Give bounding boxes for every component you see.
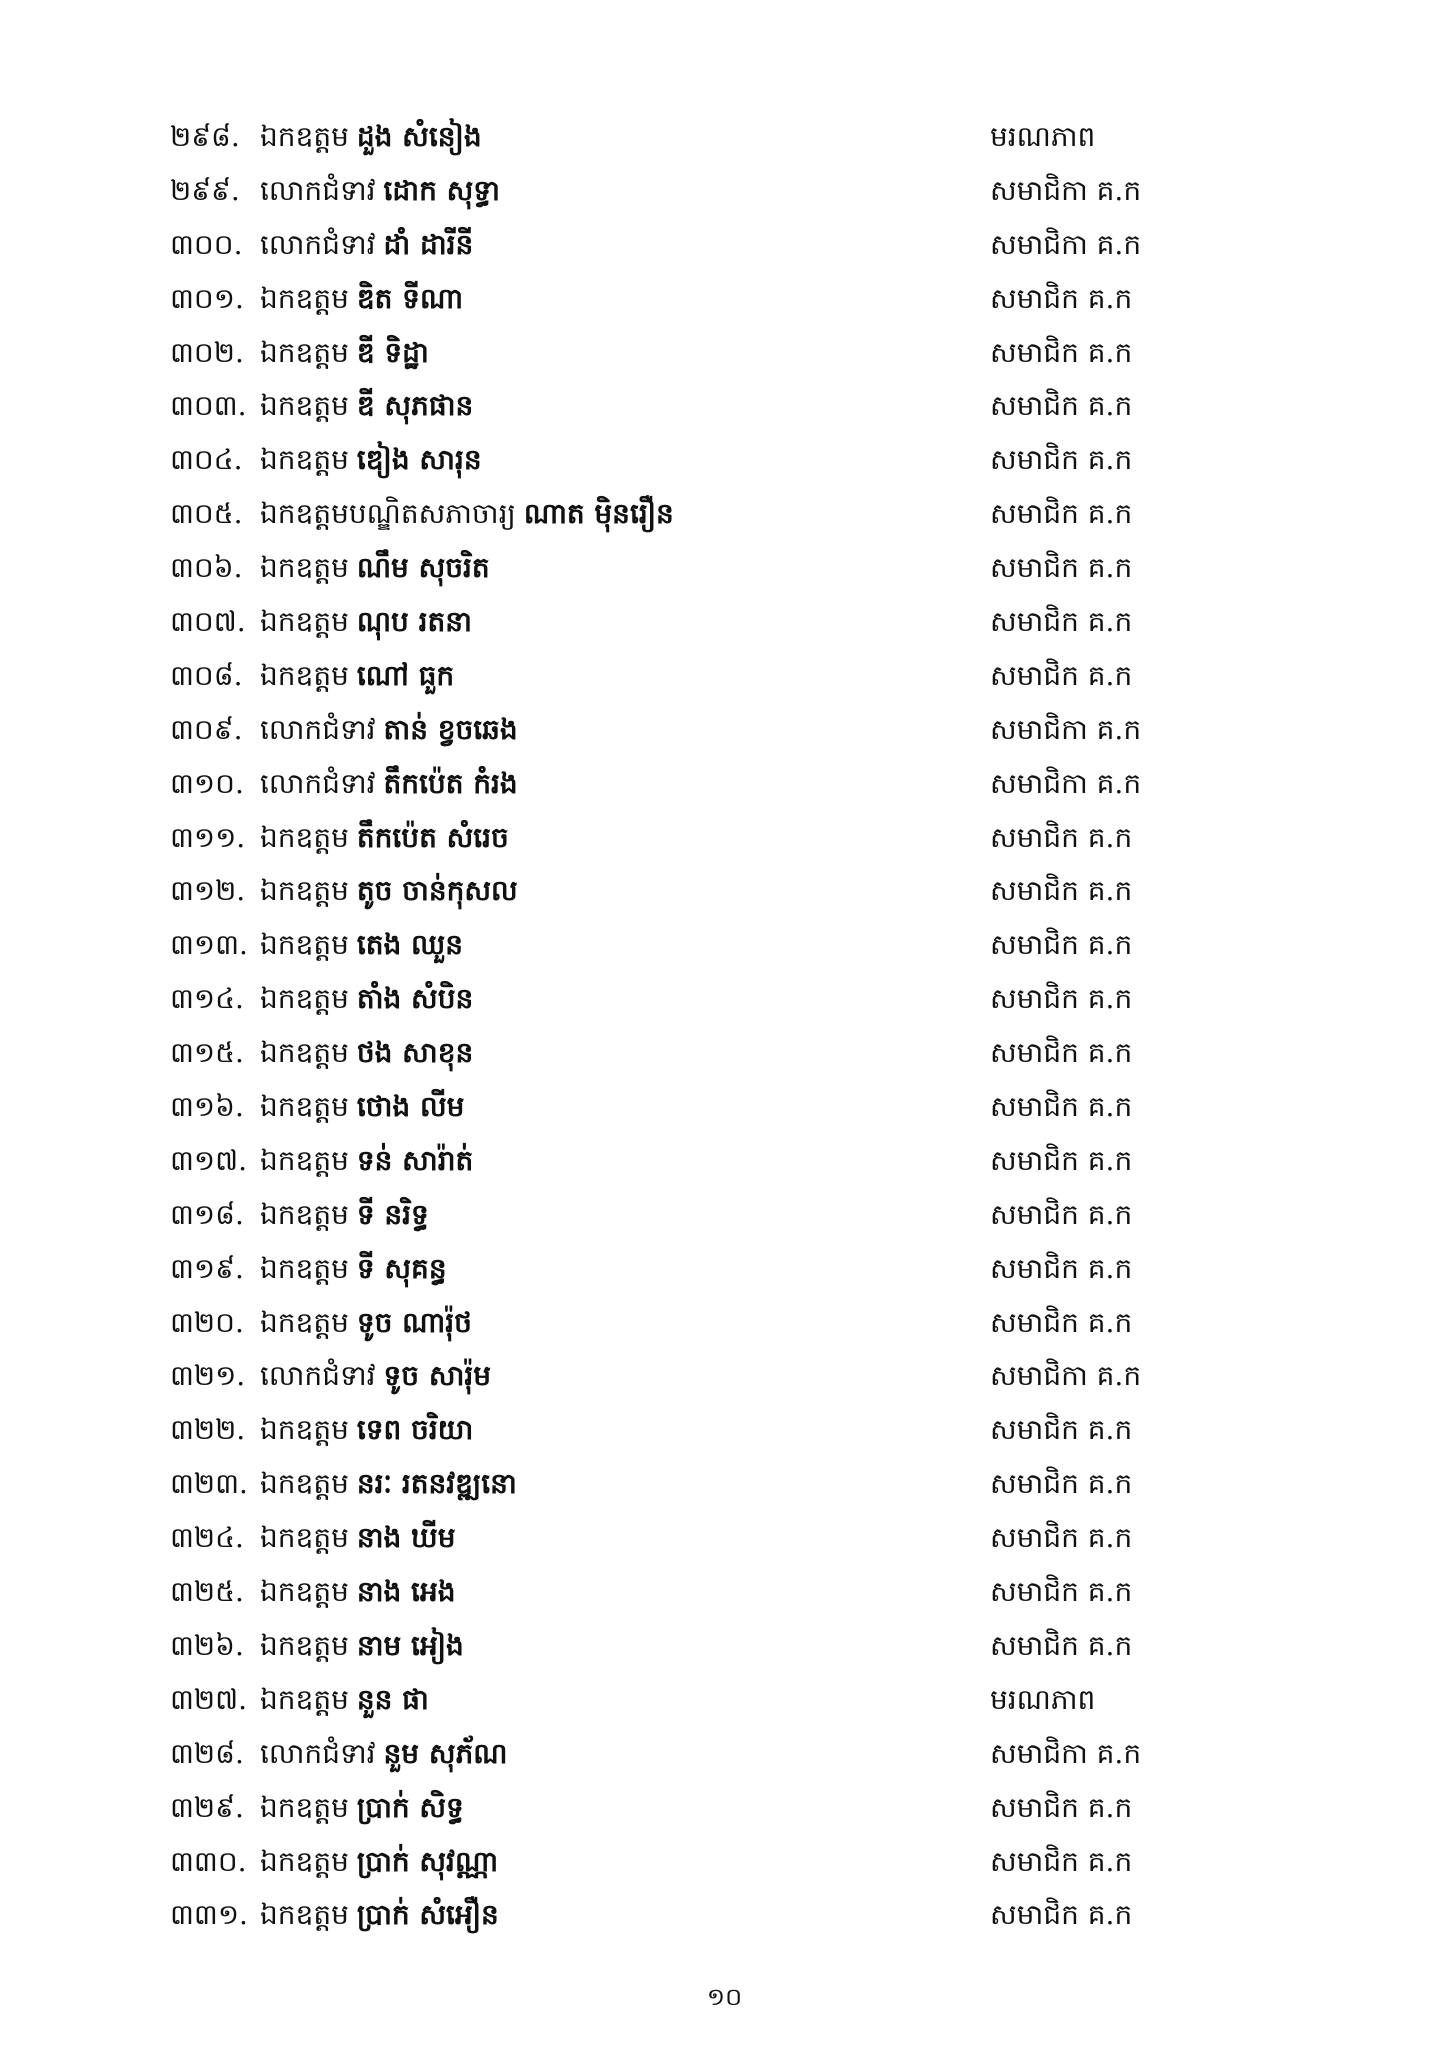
entry-status: សមាជិក គ.ក: [990, 1305, 1133, 1339]
list-item: [170, 1835, 1170, 1889]
entry-title-and-name: [260, 110, 482, 164]
entry-name: ប្រាក់ សំអឿន: [356, 1898, 499, 1932]
entry-name: នាង អេង: [356, 1575, 456, 1609]
list-item: [170, 1080, 1170, 1134]
entry-honorific: ឯកឧត្តមបណ្ឌិតសភាចារ្យ: [260, 497, 516, 531]
list-item: [170, 864, 1170, 918]
entry-title-and-name: [260, 864, 518, 918]
list-item: [170, 1296, 1170, 1350]
entry-honorific: ឯកឧត្តម: [260, 1143, 349, 1177]
entry-number: ៣០៣.: [170, 389, 247, 423]
entry-title-and-name: [260, 703, 518, 757]
entry-status: សមាជិក គ.ក: [990, 1467, 1133, 1501]
entry-honorific: ឯកឧត្តម: [260, 658, 349, 692]
list-item: [170, 757, 1170, 811]
entry-number: ៣០៥.: [170, 497, 243, 531]
entry-name: តឹកប៉េត កំរង: [383, 766, 518, 800]
list-item: [170, 1403, 1170, 1457]
entry-status: សមាជិក គ.ក: [990, 1521, 1133, 1555]
entry-status: សមាជិក គ.ក: [990, 1036, 1133, 1070]
entry-honorific: ឯកឧត្តម: [260, 820, 349, 854]
list-item: [170, 1457, 1170, 1511]
entry-title-and-name: [260, 433, 482, 487]
entry-number: ៣០៨.: [170, 658, 243, 692]
entry-status: សមាជិក គ.ក: [990, 820, 1133, 854]
entry-honorific: ឯកឧត្តម: [260, 1305, 349, 1339]
entry-title-and-name: [260, 1888, 499, 1942]
entry-title-and-name: [260, 649, 454, 703]
entry-status: សមាជិក គ.ក: [990, 1575, 1133, 1609]
entry-honorific: ឯកឧត្តម: [260, 551, 349, 585]
entry-number: ៣០២.: [170, 335, 244, 369]
entry-title-and-name: [260, 541, 490, 595]
entry-status: សមាជិកា គ.ក: [990, 1359, 1142, 1393]
entry-title-and-name: [260, 487, 674, 541]
entry-name: ឌី ទិដ្ឋា: [356, 335, 429, 369]
entry-honorific: ឯកឧត្តម: [260, 1844, 349, 1878]
entry-title-and-name: [260, 1457, 517, 1511]
entry-status: សមាជិក គ.ក: [990, 443, 1133, 477]
entry-honorific: ឯកឧត្តម: [260, 928, 349, 962]
entry-honorific: លោកជំទាវ: [260, 766, 376, 800]
entry-title-and-name: [260, 1134, 473, 1188]
list-item: [170, 1349, 1170, 1403]
entry-name: ឌី សុភផាន: [356, 389, 474, 423]
entry-number: ៣១៧.: [170, 1143, 247, 1177]
entry-name: ដួង សំនៀង: [356, 120, 482, 153]
entry-number: ៣២០.: [170, 1305, 244, 1339]
entry-title-and-name: [260, 326, 429, 380]
entry-name: ទី នរិទ្ធ: [356, 1197, 429, 1231]
entry-number: ៣០៧.: [170, 605, 246, 639]
entry-title-and-name: [260, 1242, 447, 1296]
entry-number: ៣១៤.: [170, 982, 244, 1016]
entry-number: ២៩៩.: [170, 173, 240, 207]
entry-name: ណុប រតនា: [356, 605, 472, 639]
entry-status: សមាជិក គ.ក: [990, 1197, 1133, 1231]
entry-honorific: ឯកឧត្តម: [260, 605, 349, 639]
entry-name: ណឹម សុចរិត: [356, 551, 490, 585]
list-item: [170, 1673, 1170, 1727]
entry-status: សមាជិក គ.ក: [990, 551, 1133, 585]
entry-number: ៣១៦.: [170, 1090, 244, 1124]
entry-name: ឌៀង សារុន: [356, 443, 482, 477]
entry-status: សមាជិក គ.ក: [990, 389, 1133, 423]
entry-name: ប្រាក់ សុវណ្ណា: [356, 1844, 499, 1878]
entry-honorific: ឯកឧត្តម: [260, 443, 349, 477]
entry-title-and-name: [260, 1781, 464, 1835]
entry-status: សមាជិក គ.ក: [990, 1090, 1133, 1124]
entry-status: សមាជិក គ.ក: [990, 1898, 1133, 1932]
entry-honorific: ឯកឧត្តម: [260, 1898, 349, 1932]
entry-honorific: លោកជំទាវ: [260, 1736, 376, 1770]
entry-honorific: ឯកឧត្តម: [260, 1521, 349, 1555]
entry-name: ទេព ចរិយា: [356, 1413, 474, 1447]
entry-honorific: ឯកឧត្តម: [260, 1197, 349, 1231]
entry-title-and-name: [260, 1619, 464, 1673]
entry-number: ៣២២.: [170, 1413, 246, 1447]
entry-number: ៣៣១.: [170, 1898, 248, 1932]
entry-name: ប្រាក់ សិទ្ធ: [356, 1790, 464, 1824]
entry-number: ៣១០.: [170, 766, 244, 800]
list-item: [170, 164, 1170, 218]
list-item: [170, 918, 1170, 972]
entry-title-and-name: [260, 218, 473, 272]
entry-number: ៣០៦.: [170, 551, 243, 585]
entry-title-and-name: [260, 757, 518, 811]
entry-status: សមាជិក គ.ក: [990, 335, 1133, 369]
entry-title-and-name: [260, 1673, 429, 1727]
entry-number: ៣២៣.: [170, 1467, 248, 1501]
entry-title-and-name: [260, 811, 509, 865]
entry-title-and-name: [260, 595, 472, 649]
entry-name: ទន់ សារ៉ាត់: [356, 1143, 474, 1177]
entry-title-and-name: [260, 1080, 464, 1134]
list-item: [170, 649, 1170, 703]
entry-honorific: ឯកឧត្តម: [260, 1682, 349, 1716]
entry-name: ដាំ ដារីនី: [383, 227, 474, 261]
entry-honorific: ឯកឧត្តម: [260, 389, 349, 423]
entry-honorific: ឯកឧត្តម: [260, 1413, 349, 1447]
entry-honorific: លោកជំទាវ: [260, 1359, 376, 1393]
entry-number: ៣២៥.: [170, 1575, 244, 1609]
entry-honorific: ឯកឧត្តម: [260, 1036, 349, 1070]
entry-status: សមាជិក គ.ក: [990, 1143, 1133, 1177]
entry-status: សមាជិកា គ.ក: [990, 766, 1142, 800]
entry-status: សមាជិក គ.ក: [990, 497, 1133, 531]
entry-status: សមាជិក គ.ក: [990, 874, 1133, 908]
entry-name: ទូច សារ៉ុម: [383, 1359, 492, 1393]
list-item: [170, 272, 1170, 326]
entry-honorific: ឯកឧត្តម: [260, 1467, 349, 1501]
entry-status: សមាជិក គ.ក: [990, 1844, 1133, 1878]
list-item: [170, 595, 1170, 649]
entry-status: មរណភាព: [990, 1682, 1096, 1716]
entry-status: សមាជិក គ.ក: [990, 281, 1133, 315]
entry-number: ៣២៦.: [170, 1628, 244, 1662]
entry-status: សមាជិកា គ.ក: [990, 173, 1142, 207]
entry-status: សមាជិក គ.ក: [990, 1251, 1133, 1285]
entry-honorific: ឯកឧត្តម: [260, 1090, 349, 1124]
list-item: [170, 1134, 1170, 1188]
list-item: [170, 1026, 1170, 1080]
entry-number: ៣០១.: [170, 281, 244, 315]
entry-number: ៣១៩.: [170, 1251, 244, 1285]
list-item: [170, 811, 1170, 865]
entry-number: ៣០០.: [170, 227, 243, 261]
entry-title-and-name: [260, 1349, 491, 1403]
entry-status: មរណភាព: [990, 120, 1096, 153]
entry-name: តូច ចាន់កុសល: [356, 874, 518, 908]
entry-honorific: លោកជំទាវ: [260, 173, 376, 207]
list-item: [170, 1188, 1170, 1242]
entry-title-and-name: [260, 1835, 498, 1889]
list-item: [170, 1242, 1170, 1296]
entry-honorific: ឯកឧត្តម: [260, 874, 349, 908]
list-item: [170, 541, 1170, 595]
entry-title-and-name: [260, 918, 463, 972]
entry-honorific: ឯកឧត្តម: [260, 120, 349, 153]
list-item: [170, 1511, 1170, 1565]
list-item: [170, 218, 1170, 272]
entry-status: សមាជិក គ.ក: [990, 1790, 1133, 1824]
entry-number: ៣២៨.: [170, 1736, 244, 1770]
entry-name: នួម សុភ័ណ: [383, 1736, 508, 1770]
entry-name: ទូច ណារ៉ុថ: [356, 1305, 472, 1339]
list-item: [170, 326, 1170, 380]
entry-title-and-name: [260, 379, 473, 433]
entry-name: នួន ផា: [356, 1682, 429, 1716]
entry-title-and-name: [260, 1565, 456, 1619]
entry-name: នរៈ រតនវឌ្ឍនោ: [356, 1467, 517, 1501]
entry-status: សមាជិក គ.ក: [990, 1628, 1133, 1662]
entry-honorific: ឯកឧត្តម: [260, 335, 349, 369]
entry-title-and-name: [260, 272, 463, 326]
entry-honorific: ឯកឧត្តម: [260, 1251, 349, 1285]
entry-title-and-name: [260, 1403, 473, 1457]
entry-name: តេង ឈួន: [356, 928, 464, 962]
entry-number: ៣១១.: [170, 820, 246, 854]
list-item: [170, 1727, 1170, 1781]
entry-status: សមាជិក គ.ក: [990, 605, 1133, 639]
entry-name: ឌិត ទីណា: [356, 281, 464, 315]
entry-number: ៣១២.: [170, 874, 246, 908]
entry-honorific: លោកជំទាវ: [260, 712, 376, 746]
entry-name: តឹកប៉េត សំរេច: [356, 820, 509, 854]
list-item: [170, 703, 1170, 757]
entry-number: ៣២៧.: [170, 1682, 247, 1716]
entry-number: ៣០៩.: [170, 712, 243, 746]
entry-honorific: ឯកឧត្តម: [260, 1628, 349, 1662]
entry-title-and-name: [260, 972, 473, 1026]
entry-number: ២៩៨.: [170, 120, 240, 153]
list-item: [170, 972, 1170, 1026]
entry-number: ៣១៥.: [170, 1036, 244, 1070]
entry-number: ៣៣០.: [170, 1844, 247, 1878]
entry-title-and-name: [260, 1026, 473, 1080]
list-item: [170, 1565, 1170, 1619]
entry-title-and-name: [260, 1511, 456, 1565]
entry-number: ៣១៣.: [170, 928, 248, 962]
entry-name: ថោង លីម: [356, 1090, 465, 1124]
entry-honorific: លោកជំទាវ: [260, 227, 376, 261]
entry-title-and-name: [260, 1727, 507, 1781]
entry-title-and-name: [260, 1296, 472, 1350]
page-number: ១០: [706, 1983, 743, 2011]
entry-status: សមាជិកា គ.ក: [990, 227, 1142, 261]
entry-honorific: ឯកឧត្តម: [260, 1575, 349, 1609]
entry-title-and-name: [260, 1188, 429, 1242]
entry-status: សមាជិក គ.ក: [990, 982, 1133, 1016]
entry-status: សមាជិក គ.ក: [990, 658, 1133, 692]
entry-name: ទី សុគន្ធ: [356, 1251, 447, 1285]
entry-number: ៣២៤.: [170, 1521, 244, 1555]
entry-status: សមាជិកា គ.ក: [990, 712, 1142, 746]
entry-name: នាង ឃីម: [356, 1521, 456, 1555]
entry-name: ណាត ម៉ិនរឿន: [523, 497, 674, 531]
list-item: [170, 1619, 1170, 1673]
entry-name: តាន់ ខ្វចឆេង: [383, 712, 518, 746]
list-item: [170, 379, 1170, 433]
entry-name: នាម អៀង: [356, 1628, 464, 1662]
list-item: [170, 487, 1170, 541]
entry-name: ណៅ ធួក: [356, 658, 455, 692]
entry-status: សមាជិកា គ.ក: [990, 1736, 1142, 1770]
entry-honorific: ឯកឧត្តម: [260, 1790, 349, 1824]
entry-name: តាំង សំបិន: [356, 982, 474, 1016]
list-item: [170, 110, 1170, 164]
entry-honorific: ឯកឧត្តម: [260, 281, 349, 315]
entry-status: សមាជិក គ.ក: [990, 1413, 1133, 1447]
list-item: [170, 1888, 1170, 1942]
list-item: [170, 1781, 1170, 1835]
entry-title-and-name: [260, 164, 500, 218]
entry-number: ៣២១.: [170, 1359, 246, 1393]
entry-name: ថង សាខុន: [356, 1036, 474, 1070]
entry-name: ដោក សុទ្ធា: [383, 173, 500, 207]
entry-status: សមាជិក គ.ក: [990, 928, 1133, 962]
entry-number: ៣១៨.: [170, 1197, 244, 1231]
entry-number: ៣២៩.: [170, 1790, 244, 1824]
list-item: [170, 433, 1170, 487]
member-list: [170, 110, 1170, 1942]
entry-number: ៣០៤.: [170, 443, 243, 477]
entry-honorific: ឯកឧត្តម: [260, 982, 349, 1016]
